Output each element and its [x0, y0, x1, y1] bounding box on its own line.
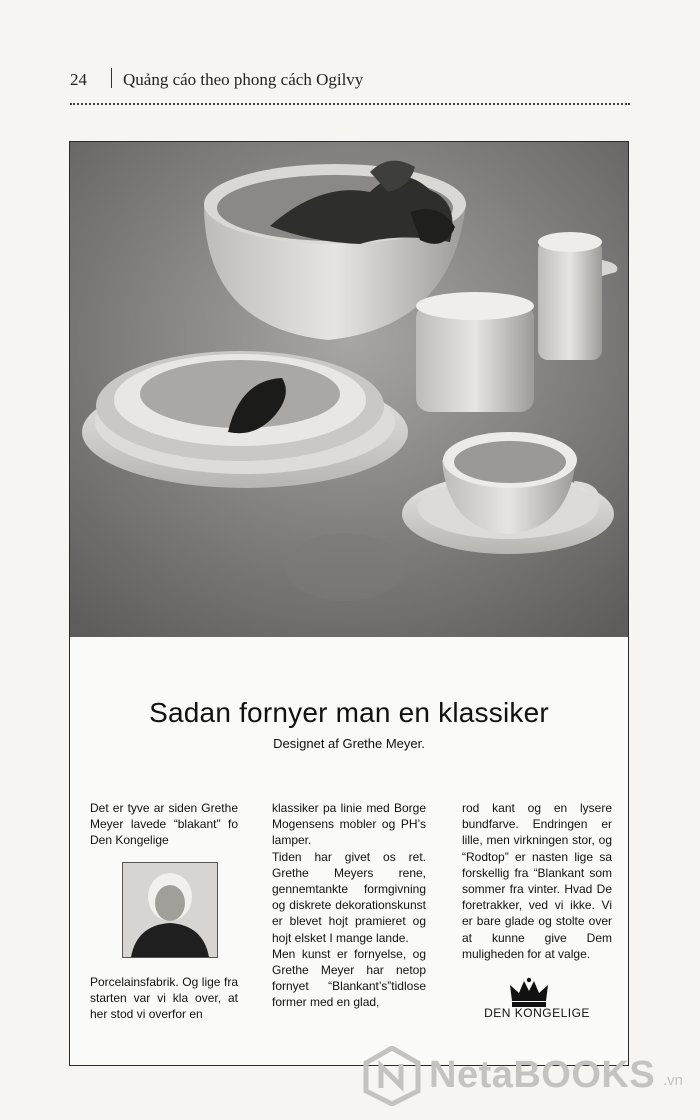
body-paragraph: rod kant og en lysere bundfarve. Endringen er lille, men virkningen stor, og “Rodtop” er nasten lige sa forskellig fra “Blankant som sommer fra vinter. Hvad De foretrakker, ved vi ikke. Vi er bare glade og stolte over at kunne give Dem muligheden for at valge.	[462, 801, 612, 961]
watermark-text: NetaBOOKS	[429, 1054, 656, 1096]
dotted-rule	[70, 103, 630, 105]
tableware-illustration	[70, 142, 628, 637]
portrait-photo	[122, 862, 218, 958]
watermark	[363, 1046, 688, 1106]
body-column-1-top	[90, 800, 238, 849]
page-number: 24	[70, 70, 87, 89]
body-column-3	[462, 800, 612, 962]
advertisement	[69, 141, 629, 1066]
body-text: Porcelainsfabrik. Og lige fra starten var vi kla over, at her stod vi overfor en	[90, 975, 238, 1022]
portrait-illustration	[123, 863, 217, 957]
ad-headline: Sadan fornyer man en klassiker	[149, 697, 549, 728]
body-column-1-bottom	[90, 974, 238, 1023]
body-paragraph: Tiden har givet os ret. Grethe Meyers rene, gennemtankte formgivning og diskrete dekorationskunst er blevet hojt pramieret og hojt elsket I mange lande.	[272, 849, 426, 945]
book-title: Quảng cáo theo phong cách Ogilvy	[123, 70, 364, 89]
ad-subline: Designet af Grethe Meyer.	[273, 736, 425, 751]
body-column-2	[272, 800, 426, 1011]
royal-crown-icon	[508, 977, 550, 1009]
body-paragraph: Men kunst er fornyelse, og Grethe Meyer har netop fornyet “Blankant’s”tidlose former med en glad,	[272, 946, 426, 1010]
body-paragraph: klassiker pa linie med Borge Mogensens mobler og PH’s lamper.	[272, 801, 426, 848]
running-header	[70, 66, 630, 94]
watermark-suffix: .vn	[663, 1072, 684, 1089]
body-text: Det er tyve ar siden Grethe Meyer lavede “blakant” fo Den Kongelige	[90, 801, 238, 848]
header-divider	[111, 68, 112, 88]
brand-name: DEN KONGELIGE	[484, 1006, 590, 1020]
netabooks-logo-icon	[363, 1046, 421, 1106]
tableware-photo	[70, 142, 628, 637]
